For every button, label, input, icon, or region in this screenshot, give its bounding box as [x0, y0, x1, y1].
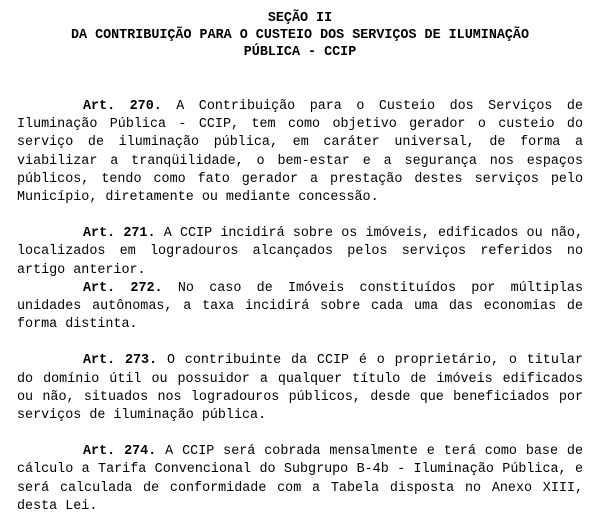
section-title-line-2: PÚBLICA - CCIP [243, 45, 357, 60]
article-label: Art. 273. [83, 353, 158, 369]
article-273 [17, 352, 583, 425]
article-text: A Contribuição para o Custeio dos Serviços de Iluminação Pública - CCIP, tem como objetivo gerador o custeio do serviço de iluminação pública, em caráter universal, de forma a viabilizar a tranqüilidade, o bem-estar e a segurança nos espaços públicos, tendo como fato gerador a prestação destes serviços pelo Município, diretamente ou mediante concessão. [17, 99, 583, 206]
article-text: A CCIP será cobrada mensalmente e terá como base de cálculo a Tarifa Convencional do Subgrupo B-4b - Iluminação Pública, e será calculada de conformidade com a Tabela disposta no Anexo XIII, desta Lei. [17, 444, 583, 514]
article-label: Art. 271. [83, 226, 156, 242]
article-label: Art. 272. [83, 280, 163, 296]
article-270 [17, 98, 583, 207]
article-text: No caso de Imóveis constituídos por múltiplas unidades autônomas, a taxa incidirá sobre cada uma das economias de forma distinta. [17, 280, 583, 333]
article-274 [17, 443, 583, 516]
article-text: O contribuinte da CCIP é o proprietário, o titular do domínio útil ou possuidor a qualquer título de imóveis edificados ou não, situados nos logradouros públicos, desde que beneficiados por serviços de iluminação pública. [17, 353, 583, 424]
article-271 [17, 225, 583, 280]
document-page [17, 10, 583, 516]
article-label: Art. 274. [83, 444, 157, 460]
article-272 [17, 280, 583, 335]
section-number: SEÇÃO II [267, 11, 333, 26]
article-text: A CCIP incidirá sobre os imóveis, edificados ou não, localizados em logradouros alcançados pelos serviços referidos no artigo anterior. [17, 226, 583, 278]
article-label: Art. 270. [83, 99, 162, 114]
section-title-line-1: DA CONTRIBUIÇÃO PARA O CUSTEIO DOS SERVIÇOS DE ILUMINAÇÃO [70, 28, 530, 43]
